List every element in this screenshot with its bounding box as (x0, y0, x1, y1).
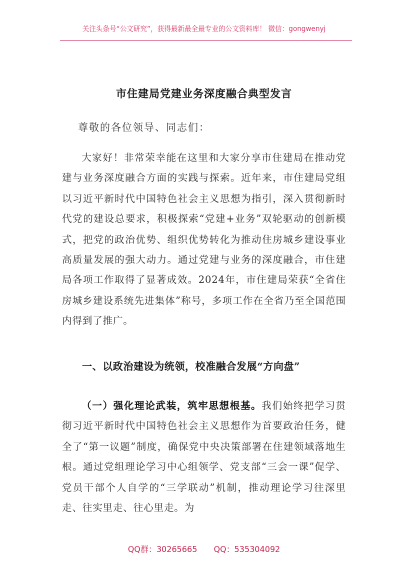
footer-qq-number: QQ：535304092 (213, 545, 281, 554)
footer-contact (0, 544, 408, 555)
footer-qq-group: QQ群：30265665 (127, 545, 198, 554)
header-banner: 关注头条号“公文研究”，获得最新最全最专业的公文资料库！ 微信：gongwenyj (82, 25, 326, 33)
paragraph-intro: 大家好！非常荣幸能在这里和大家分享市住建局在推动党建与业务深度融合方面的实践与探索。近年来，市住建局党组以习近平新时代中国特色社会主义思想为指引，深入贯彻新时代党的建设总要求，积极探索“党建+业务”双轮驱动的创新模式，把党的政治优势、组织优势转化为推动住房城乡建设事业高质量发展的强大动力。通过党建与业务的深度融合，市住建局各项工作取得了显著成效。2024年，市住建局荣获“全省住房城乡建设系统先进集体”称号，多项工作在全省乃至全国范围内得到了推广。 (62, 153, 346, 328)
paragraph-subsection-1 (62, 397, 346, 519)
header-divider (60, 40, 352, 41)
subsection-heading-1: （一）强化理论武装，筑牢思想根基。 (81, 401, 262, 412)
section-heading-1: 一、以政治建设为统领，校准融合发展“方向盘” (82, 362, 301, 373)
subsection-text-1: 我们始终把学习贯彻习近平新时代中国特色社会主义思想作为首要政治任务，健全了“第一议题”制度，确保党中央决策部署在住建领域落地生根。通过党组理论学习中心组领学、党支部“三会一课”促学、党员干部个人自学的“三学联动”机制，推动理论学习往深里走、往实里走、往心里走。为 (62, 401, 346, 515)
document-title: 市住建局党建业务深度融合典型发言 (116, 88, 292, 100)
salutation: 尊敬的各位领导、同志们： (78, 123, 210, 134)
